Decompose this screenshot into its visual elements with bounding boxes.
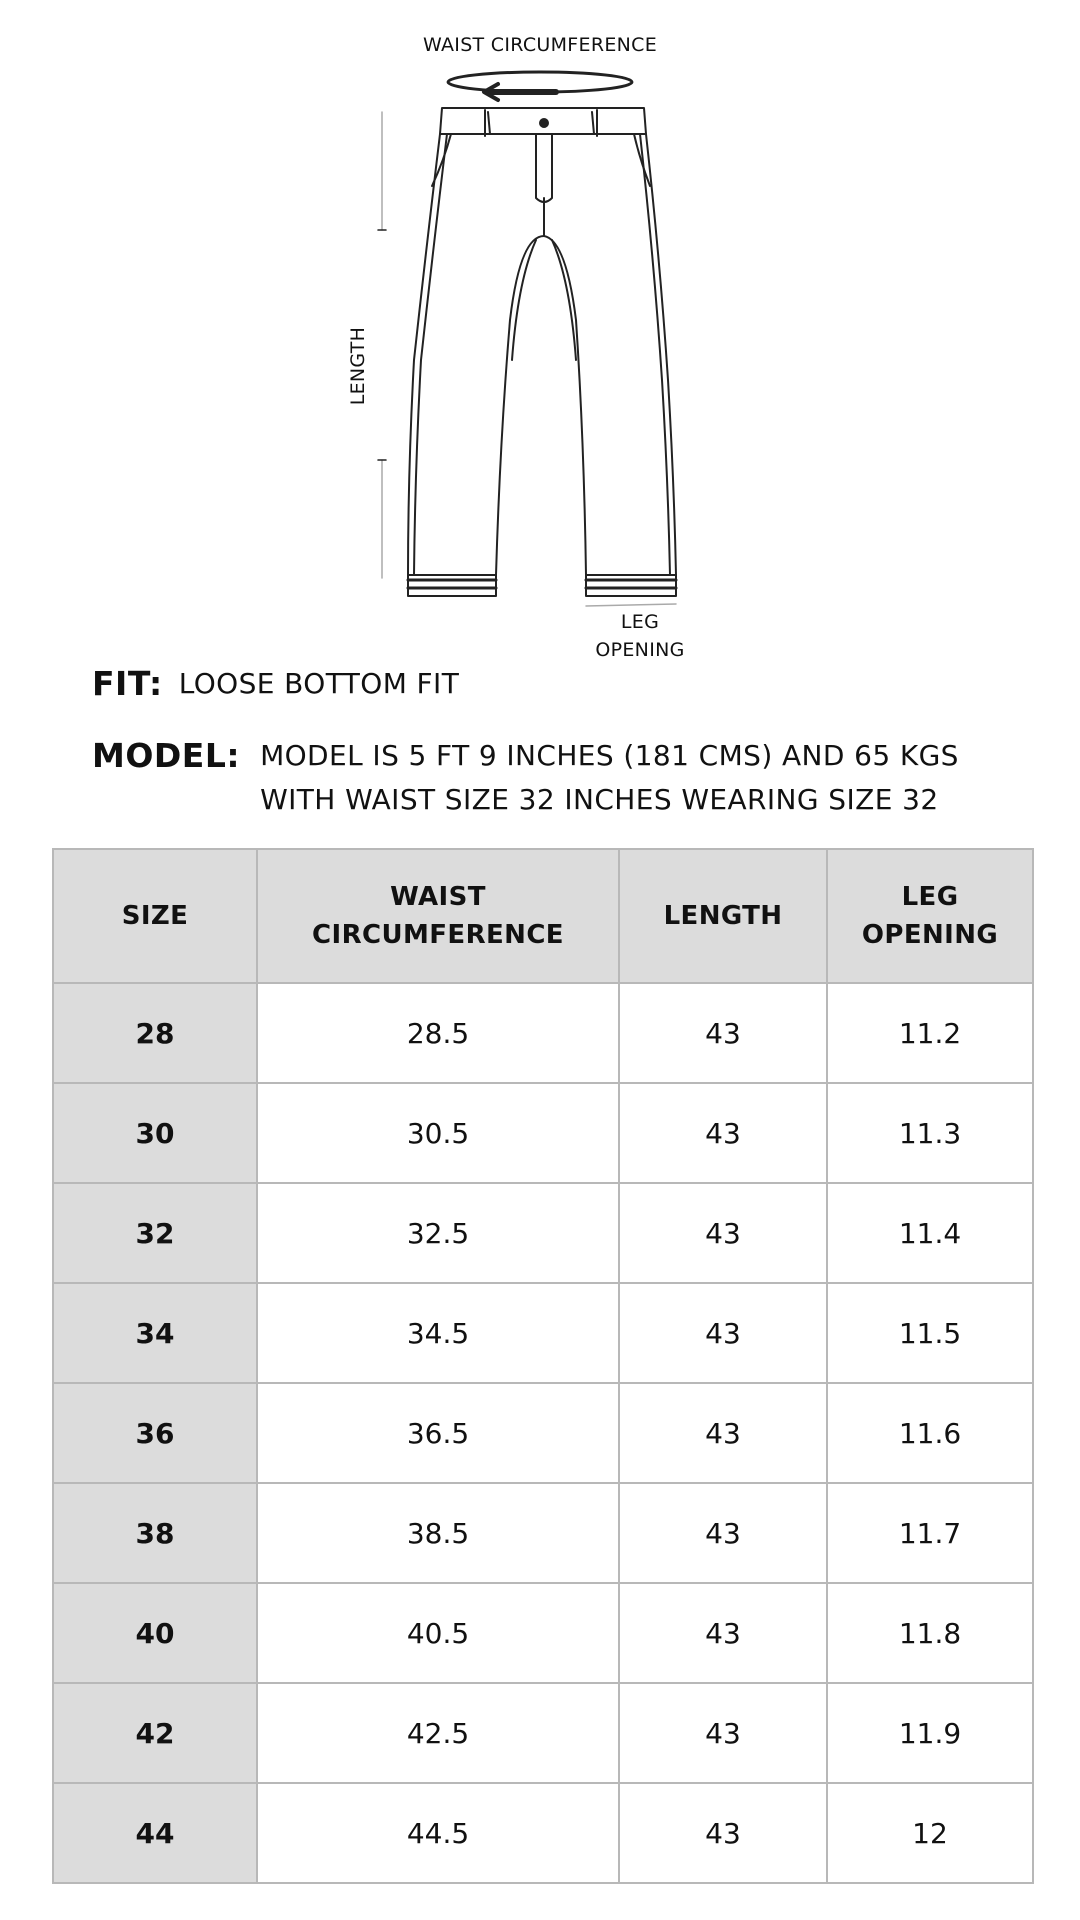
length-cell: 43: [619, 1183, 827, 1283]
size-cell: 30: [53, 1083, 257, 1183]
waist-circumference-label: WAIST CIRCUMFERENCE: [422, 34, 658, 56]
size-chart-table: [52, 848, 1034, 1884]
leg-opening-cell: 11.7: [827, 1483, 1033, 1583]
size-cell: 42: [53, 1683, 257, 1783]
length-cell: 43: [619, 1583, 827, 1683]
leg-opening-label-line1: LEG: [620, 611, 660, 633]
leg-opening-cell: 11.6: [827, 1383, 1033, 1483]
size-cell: 36: [53, 1383, 257, 1483]
waist-cell: 36.5: [257, 1383, 619, 1483]
table-row: [53, 1783, 1033, 1883]
header-size: SIZE: [53, 849, 257, 983]
length-cell: 43: [619, 983, 827, 1083]
pants-diagram: [0, 0, 1080, 670]
table-row: [53, 1683, 1033, 1783]
model-description: [260, 734, 1020, 822]
table-row: [53, 1083, 1033, 1183]
table-row: [53, 1583, 1033, 1683]
model-label: MODEL:: [92, 736, 241, 775]
pants-outline-shape: [408, 134, 676, 596]
table-row: [53, 983, 1033, 1083]
header-leg-line1: LEG: [901, 882, 959, 912]
leg-opening-label: [585, 608, 695, 664]
waist-cell: 30.5: [257, 1083, 619, 1183]
table-header-row: [53, 849, 1033, 983]
size-cell: 44: [53, 1783, 257, 1883]
length-cell: 43: [619, 1783, 827, 1883]
fit-label: FIT:: [92, 664, 163, 703]
model-description-line1: MODEL IS 5 FT 9 INCHES (181 CMS) AND 65 KGS: [260, 739, 959, 772]
waist-arrow-icon: [448, 72, 632, 100]
waistband-shape: [440, 108, 646, 136]
leg-opening-cell: 11.9: [827, 1683, 1033, 1783]
table-row: [53, 1483, 1033, 1583]
leg-opening-cell: 11.2: [827, 983, 1033, 1083]
length-cell: 43: [619, 1683, 827, 1783]
header-waist-circumference: [257, 849, 619, 983]
header-length: LENGTH: [619, 849, 827, 983]
leg-opening-label-line2: OPENING: [595, 639, 685, 661]
leg-opening-line: [586, 604, 676, 606]
waist-cell: 28.5: [257, 983, 619, 1083]
size-cell: 38: [53, 1483, 257, 1583]
table-row: [53, 1283, 1033, 1383]
length-cell: 43: [619, 1383, 827, 1483]
waist-cell: 42.5: [257, 1683, 619, 1783]
size-cell: 34: [53, 1283, 257, 1383]
leg-opening-cell: 12: [827, 1783, 1033, 1883]
waist-cell: 38.5: [257, 1483, 619, 1583]
header-leg-line2: OPENING: [861, 920, 999, 950]
header-waist-line2: CIRCUMFERENCE: [312, 920, 564, 950]
waist-cell: 40.5: [257, 1583, 619, 1683]
length-label: LENGTH: [347, 326, 369, 406]
length-cell: 43: [619, 1083, 827, 1183]
table-row: [53, 1383, 1033, 1483]
fit-value: LOOSE BOTTOM FIT: [178, 667, 460, 700]
fit-info: [92, 662, 459, 706]
waist-cell: 34.5: [257, 1283, 619, 1383]
leg-opening-cell: 11.8: [827, 1583, 1033, 1683]
waist-cell: 44.5: [257, 1783, 619, 1883]
length-cell: 43: [619, 1483, 827, 1583]
waist-cell: 32.5: [257, 1183, 619, 1283]
pants-illustration: [0, 0, 1080, 670]
length-dimension-line: [378, 112, 386, 578]
size-cell: 28: [53, 983, 257, 1083]
header-waist-line1: WAIST: [390, 882, 486, 912]
leg-opening-cell: 11.3: [827, 1083, 1033, 1183]
header-leg-opening: [827, 849, 1033, 983]
model-info: [92, 734, 1020, 822]
leg-opening-cell: 11.4: [827, 1183, 1033, 1283]
table-row: [53, 1183, 1033, 1283]
model-description-line2: WITH WAIST SIZE 32 INCHES WEARING SIZE 32: [260, 783, 939, 816]
size-cell: 32: [53, 1183, 257, 1283]
size-cell: 40: [53, 1583, 257, 1683]
length-cell: 43: [619, 1283, 827, 1383]
leg-opening-cell: 11.5: [827, 1283, 1033, 1383]
